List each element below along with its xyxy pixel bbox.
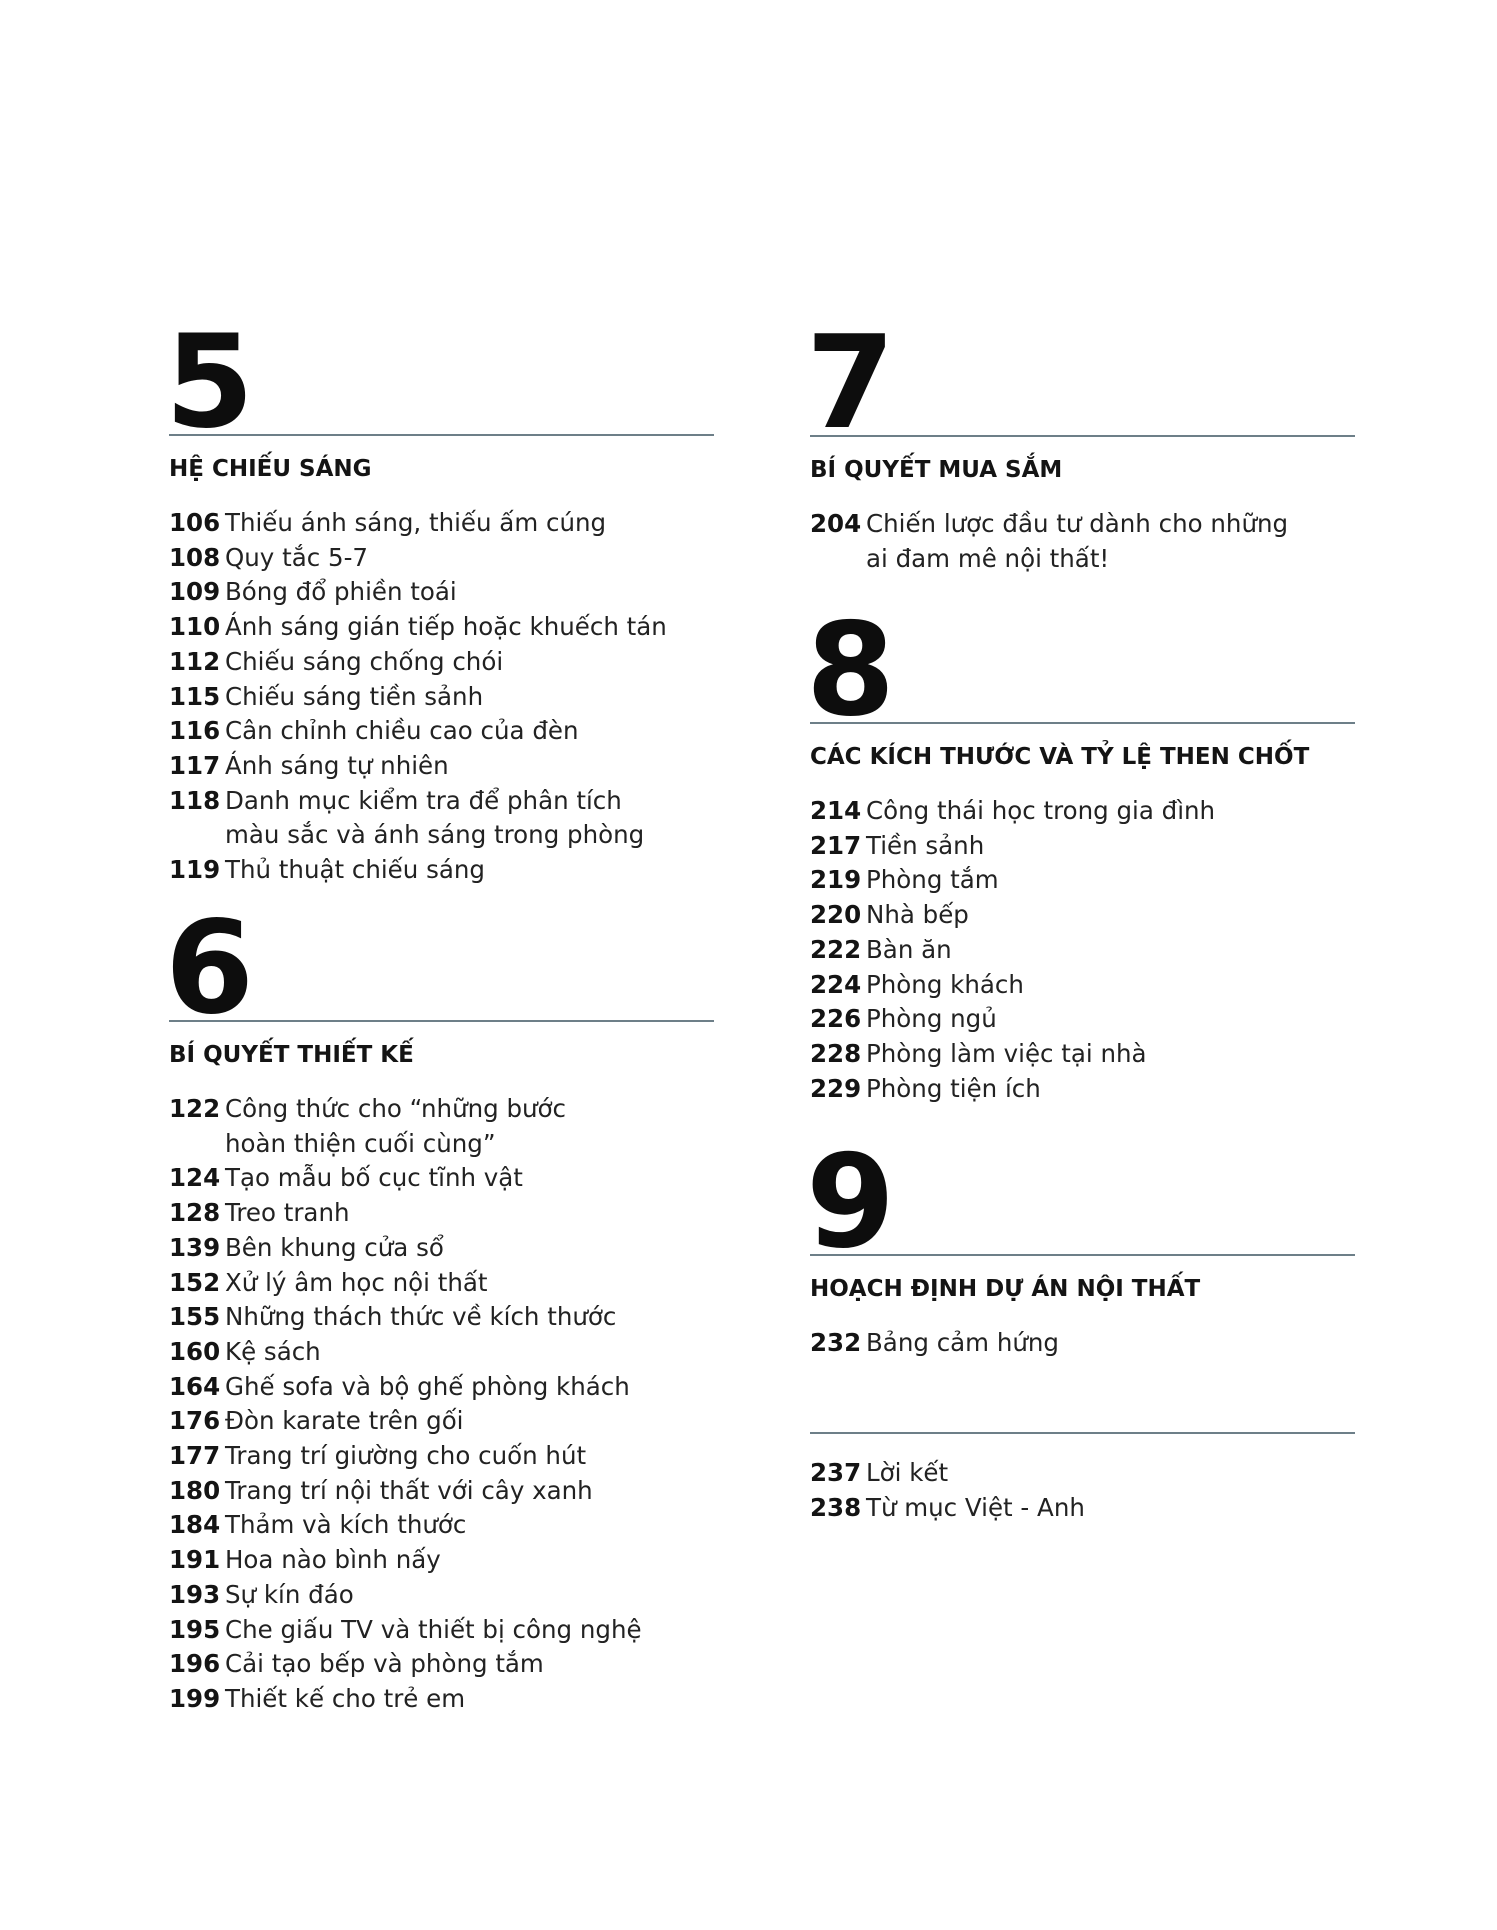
page-number: 184	[169, 1510, 221, 1540]
page-number: 122	[169, 1094, 221, 1123]
page-number: 152	[169, 1267, 221, 1297]
entry-title: Cải tạo bếp và phòng tắm	[225, 1649, 544, 1679]
toc-entry[interactable]	[169, 1647, 714, 1682]
page-number: 237	[810, 1458, 862, 1487]
entry-title: Phòng tắm	[866, 865, 999, 895]
page-number: 124	[169, 1163, 221, 1193]
page-number: 191	[169, 1545, 221, 1575]
entry-title: Chiến lược đầu tư dành cho những ai đam mê nội thất!	[866, 509, 1289, 573]
page-number: 228	[810, 1038, 862, 1068]
toc-entry[interactable]	[810, 1037, 1355, 1072]
toc-entry[interactable]	[810, 863, 1355, 898]
page-number: 177	[169, 1441, 221, 1471]
page-number: 108	[169, 542, 221, 572]
entry-title: Công thái học trong gia đình	[866, 796, 1216, 825]
toc-entry[interactable]	[810, 1456, 1355, 1491]
page-number: 110	[169, 612, 221, 642]
toc-entry[interactable]	[169, 1404, 714, 1439]
entry-title: Chiếu sáng chống chói	[225, 646, 504, 676]
chapter-title: HOẠCH ĐỊNH DỰ ÁN NỘI THẤT	[810, 1276, 1201, 1302]
entry-title: Tiền sảnh	[866, 830, 985, 860]
entry-title: Ánh sáng tự nhiên	[225, 750, 449, 780]
toc-entry[interactable]	[169, 1508, 714, 1543]
entry-title: Thiếu ánh sáng, thiếu ấm cúng	[225, 508, 607, 537]
toc-entry[interactable]	[169, 1196, 714, 1231]
end-matter-divider	[810, 1432, 1355, 1434]
chapter-divider	[810, 1254, 1355, 1256]
toc-entries	[169, 1092, 714, 1717]
toc-entry[interactable]	[169, 1335, 714, 1370]
chapter-title: BÍ QUYẾT THIẾT KẾ	[169, 1042, 414, 1068]
chapter-title: HỆ CHIẾU SÁNG	[169, 456, 372, 482]
toc-entry[interactable]	[810, 1002, 1355, 1037]
toc-entry[interactable]	[169, 1092, 714, 1161]
entry-title: Phòng ngủ	[866, 1004, 997, 1034]
toc-entry[interactable]	[169, 541, 714, 576]
entry-title: Nhà bếp	[866, 900, 969, 930]
toc-entry[interactable]	[810, 1072, 1355, 1107]
page-number: 224	[810, 969, 862, 999]
entry-title: Xử lý âm học nội thất	[225, 1267, 488, 1297]
entry-title: Chiếu sáng tiền sảnh	[225, 681, 484, 711]
page-number: 160	[169, 1336, 221, 1366]
page-number: 180	[169, 1475, 221, 1505]
entry-title: Công thức cho “những bước hoàn thiện cuối cùng”	[225, 1094, 567, 1158]
entry-title: Treo tranh	[225, 1198, 350, 1228]
page-number: 193	[169, 1579, 221, 1609]
toc-entry[interactable]	[169, 1613, 714, 1648]
page-number: 196	[169, 1649, 221, 1679]
entry-title: Bên khung cửa sổ	[225, 1232, 444, 1262]
entry-title: Thảm và kích thước	[225, 1510, 467, 1540]
page-number: 219	[810, 865, 862, 895]
page-number: 220	[810, 900, 862, 930]
entry-title: Từ mục Việt - Anh	[866, 1492, 1085, 1522]
entry-title: Danh mục kiểm tra để phân tích màu sắc và ánh sáng trong phòng	[225, 785, 645, 850]
toc-entry[interactable]	[169, 784, 714, 853]
toc-entries	[810, 1456, 1355, 1525]
toc-entries	[810, 507, 1355, 576]
toc-entry[interactable]	[169, 1231, 714, 1266]
chapter-number: 6	[165, 894, 253, 1043]
chapter-number: 7	[806, 309, 894, 458]
toc-entry[interactable]	[169, 1161, 714, 1196]
entry-title: Phòng làm việc tại nhà	[866, 1038, 1147, 1068]
toc-entry[interactable]	[169, 1439, 714, 1474]
entry-title: Trang trí nội thất với cây xanh	[225, 1475, 593, 1505]
toc-entry[interactable]	[169, 1266, 714, 1301]
chapter-title: CÁC KÍCH THƯỚC VÀ TỶ LỆ THEN CHỐT	[810, 744, 1310, 770]
toc-entries	[810, 1326, 1355, 1361]
entry-title: Tạo mẫu bố cục tĩnh vật	[225, 1163, 523, 1193]
entry-title: Thủ thuật chiếu sáng	[225, 855, 485, 885]
entry-title: Kệ sách	[225, 1336, 321, 1366]
toc-entry[interactable]	[169, 1300, 714, 1335]
entry-title: Bóng đổ phiền toái	[225, 577, 457, 607]
page-number: 106	[169, 508, 221, 537]
page-number: 199	[169, 1683, 221, 1713]
page-number: 155	[169, 1302, 221, 1332]
entry-title: Hoa nào bình nấy	[225, 1545, 441, 1575]
entry-title: Sự kín đáo	[225, 1579, 354, 1609]
page-number: 204	[810, 509, 862, 538]
page-number: 214	[810, 796, 862, 825]
entry-title: Che giấu TV và thiết bị công nghệ	[225, 1614, 642, 1644]
page-number: 217	[810, 830, 862, 860]
entry-title: Ánh sáng gián tiếp hoặc khuếch tán	[225, 612, 667, 642]
entry-title: Thiết kế cho trẻ em	[225, 1683, 466, 1713]
page-number: 164	[169, 1371, 221, 1401]
toc-entry[interactable]	[169, 680, 714, 715]
page-number: 195	[169, 1614, 221, 1644]
page-number: 128	[169, 1198, 221, 1228]
page-number: 118	[169, 785, 221, 815]
entry-title: Bảng cảm hứng	[866, 1328, 1059, 1357]
chapter-number: 8	[806, 596, 894, 745]
entry-title: Phòng tiện ích	[866, 1073, 1041, 1103]
toc-entry[interactable]	[169, 714, 714, 749]
toc-entry[interactable]	[169, 506, 714, 541]
entry-title: Ghế sofa và bộ ghế phòng khách	[225, 1371, 630, 1401]
toc-entry[interactable]	[810, 933, 1355, 968]
chapter-divider	[810, 722, 1355, 724]
entry-title: Những thách thức về kích thước	[225, 1302, 617, 1332]
toc-entry[interactable]	[169, 1682, 714, 1717]
toc-entry[interactable]	[169, 853, 714, 888]
toc-entry[interactable]	[810, 794, 1355, 829]
page-number: 222	[810, 934, 862, 964]
toc-entry[interactable]	[810, 1491, 1355, 1526]
chapter-divider	[169, 434, 714, 436]
toc-entry[interactable]	[810, 898, 1355, 933]
toc-entry[interactable]	[169, 575, 714, 610]
toc-entry[interactable]	[169, 1370, 714, 1405]
page-number: 112	[169, 646, 221, 676]
toc-entry[interactable]	[169, 1578, 714, 1613]
entry-title: Phòng khách	[866, 969, 1024, 999]
page-number: 226	[810, 1004, 862, 1034]
chapter-divider	[169, 1020, 714, 1022]
toc-entries	[169, 506, 714, 888]
page-number: 109	[169, 577, 221, 607]
page-number: 116	[169, 716, 221, 746]
page-number: 119	[169, 855, 221, 885]
entry-title: Lời kết	[866, 1458, 949, 1487]
toc-entry[interactable]	[169, 749, 714, 784]
chapter-divider	[810, 435, 1355, 437]
page-number: 238	[810, 1492, 862, 1522]
entry-title: Cân chỉnh chiều cao của đèn	[225, 716, 579, 746]
toc-entry[interactable]	[169, 1474, 714, 1509]
page-number: 139	[169, 1232, 221, 1262]
page-number: 176	[169, 1406, 221, 1436]
entry-title: Đòn karate trên gối	[225, 1406, 464, 1436]
entry-title: Bàn ăn	[866, 934, 952, 964]
page-number: 232	[810, 1328, 862, 1357]
toc-entries	[810, 794, 1355, 1106]
toc-entry[interactable]	[810, 829, 1355, 864]
page-number: 115	[169, 681, 221, 711]
toc-entry[interactable]	[810, 968, 1355, 1003]
entry-title: Trang trí giường cho cuốn hút	[225, 1441, 587, 1471]
toc-entry[interactable]	[169, 645, 714, 680]
toc-entry[interactable]	[169, 1543, 714, 1578]
chapter-number: 9	[806, 1128, 894, 1277]
entry-title: Quy tắc 5-7	[225, 542, 368, 572]
toc-entry[interactable]	[810, 1326, 1355, 1361]
chapter-title: BÍ QUYẾT MUA SẮM	[810, 457, 1063, 483]
toc-entry[interactable]	[169, 610, 714, 645]
page-number: 117	[169, 750, 221, 780]
toc-entry[interactable]	[810, 507, 1355, 576]
page-number: 229	[810, 1073, 862, 1103]
chapter-number: 5	[165, 308, 253, 457]
